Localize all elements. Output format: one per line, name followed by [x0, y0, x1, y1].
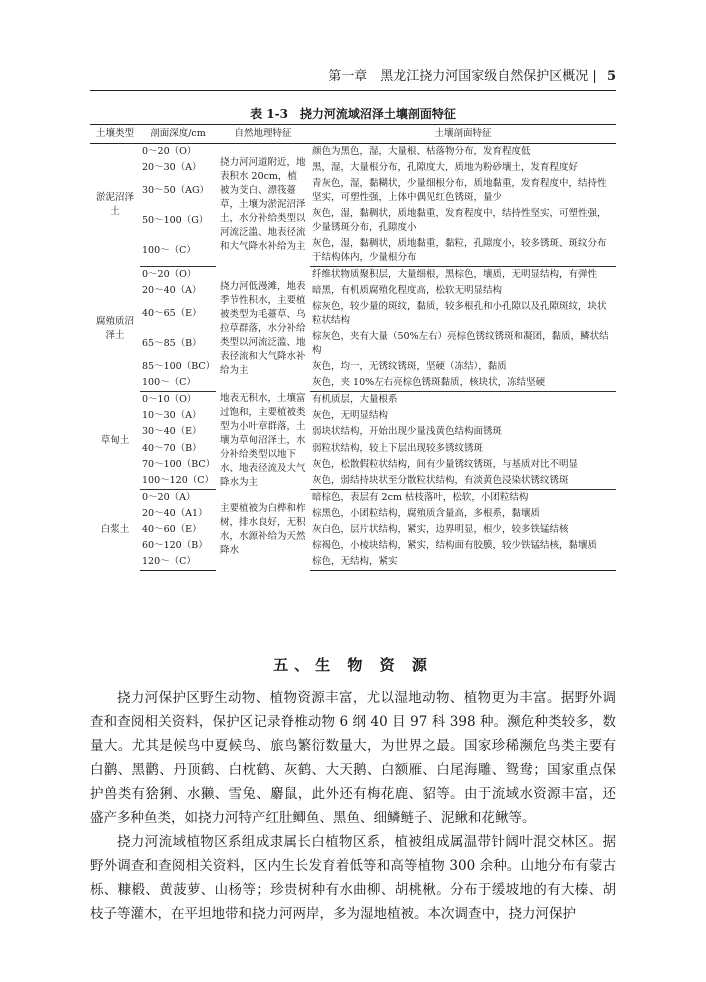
- soil-type-cell: 淤泥沼泽土: [95, 192, 134, 218]
- profile-description-cell: 黑，湿，大量根分布，孔隙度大，质地为粉砂壤土，发育程度好: [312, 162, 579, 173]
- depth-cell: 50～100（G）: [142, 215, 209, 226]
- profile-description-cell: 灰色，均一，无锈纹锈斑，坚硬（冻结），黏质: [312, 361, 507, 372]
- geography-cell: 挠力河低漫滩，地表季节性积水，主要植被类型为毛薹草、乌拉草群落，水分补给类型以河流泛滥、地表径流和大气降水补给为主: [220, 281, 306, 376]
- column-header: 土壤剖面特征: [310, 125, 616, 144]
- depth-cell: 60～120（B）: [142, 540, 208, 551]
- table-row: [90, 408, 616, 424]
- profile-description-cell: 暗黑，有机质腐殖化程度高，松软无明显结构: [312, 285, 503, 296]
- page-number: 5: [606, 69, 616, 84]
- profile-description-cell: 青灰色，湿，黏糊状，少量细根分布，质地黏重，发育程度中，结持性坚实，可塑性强，上体中偶见红色锈斑，量少: [312, 178, 607, 203]
- profile-description-cell: 有机质层，大量根系: [312, 394, 398, 406]
- depth-cell: 20～40（A1）: [142, 508, 208, 519]
- profile-description-cell: 暗棕色，表层有 2cm 枯枝落叶，松软，小团粒结构: [312, 492, 529, 503]
- profile-description-cell: 颜色为黑色，湿，大量根、枯落物分布，发育程度低: [312, 146, 531, 157]
- profile-description-cell: 弱块状结构，开始出现少量浅黄色结构面锈斑: [312, 426, 503, 438]
- profile-description-cell: 灰色，夹 10%左右亮棕色锈斑黏质，核块状，冻结坚硬: [310, 375, 616, 392]
- table-caption: 表 1-3 挠力河流域沼泽土壤剖面特征: [250, 107, 456, 121]
- table-row: [90, 392, 616, 409]
- geography-cell: 主要植被为白桦和柞树，排水良好，无积水，水源补给为天然降水: [220, 503, 306, 556]
- table-row: [90, 299, 616, 329]
- soil-type-cell: 草甸土: [100, 434, 130, 446]
- depth-cell: 40～60（E）: [142, 524, 202, 535]
- depth-cell: 70～100（BC）: [142, 458, 216, 470]
- table-row: [90, 329, 616, 359]
- profile-description-cell: 棕灰色，较少量的斑纹，黏质，较多根孔和小孔隙以及孔隙斑纹，块状粒状结构: [312, 301, 607, 326]
- header-separator: |: [592, 69, 597, 84]
- page-header: [90, 68, 616, 91]
- paragraph: 挠力河保护区野生动物、植物资源丰富，尤以湿地动物、植物更为丰富。据野外调查和查阅相关资料，保护区记录脊椎动物 6 纲 40 目 97 科 398 种。濒危种类较多，数量大。尤其是候鸟中夏候鸟、旅鸟繁衍数量大，为世界之最。国家珍稀濒危鸟类主要有白鹳、黑鹳、丹顶鹤、白枕鹤、灰鹤、大天鹅、白额雁、白尾海雕、鸳鸯；国家重点保护兽类有猞猁、水獭、雪兔、麝鼠，此外还有梅花鹿、貂等。由于流域水资源丰富，还盛产多种鱼类，如挠力河特产红肚鲫鱼、黑鱼、细鳞鲢子、泥鳅和花鳅等。: [90, 690, 616, 826]
- table-row: [90, 160, 616, 176]
- table-row: [90, 522, 616, 538]
- table-body: [90, 144, 616, 571]
- depth-cell: 30～50（AG）: [142, 185, 210, 196]
- depth-cell: 30～40（E）: [142, 426, 202, 438]
- profile-description-cell: 灰色，松散假粒状结构，间有少量锈纹锈斑，与基质对比不明显: [312, 458, 579, 470]
- depth-cell: 20～30（A）: [142, 162, 202, 173]
- depth-cell: 100～（C）: [140, 236, 216, 267]
- table-row: [90, 440, 616, 456]
- chapter-title: 第一章 黑龙江挠力河国家级自然保护区概况: [328, 69, 589, 84]
- table-row: [90, 506, 616, 522]
- profile-description-cell: 灰白色，层片状结构，紧实，边界明显，根少，较多铁锰结核: [312, 524, 569, 535]
- depth-cell: 120～（C）: [140, 554, 216, 571]
- table-row: [90, 457, 616, 473]
- paragraph: 挠力河流域植物区系组成隶属长白植物区系，植被组成属温带针阔叶混交林区。据野外调查和查阅相关资料，区内生长发育着低等和高等植物 300 余种。山地分布有蒙古栎、糠椴、黄菠萝、山杨等；珍贵树种有水曲柳、胡桃楸。分布于缓坡地的有大榛、胡枝子等灌木，在平坦地带和挠力河两岸，多为湿地植被。本次调查中，挠力河保护: [90, 834, 616, 922]
- table-row: [90, 424, 616, 440]
- depth-cell: 100～（C）: [140, 375, 216, 392]
- body-text: [90, 686, 616, 926]
- soil-type-cell: 腐殖质沼泽土: [95, 316, 134, 341]
- depth-cell: 0～20（O）: [142, 146, 197, 157]
- profile-description-cell: 灰色，无明显结构: [312, 410, 389, 422]
- geography-cell: 地表无积水，土壤富过饱和，主要植被类型为小叶章群落，土壤为草甸沼泽土，水分补给类型以地下水、地表径流及大气降水为主: [220, 392, 306, 488]
- depth-cell: 0～20（A）: [142, 492, 196, 503]
- section-title: 五、生 物 资 源: [273, 656, 433, 674]
- profile-description-cell: 灰色，湿，黏稠状，质地黏重，发育程度中，结持性坚实，可塑性强，少量锈斑分布，孔隙度小: [312, 208, 607, 233]
- profile-description-cell: 纤维状物质聚积层，大量细根，黑棕色，壤质，无明显结构，有弹性: [312, 269, 598, 280]
- table-row: [90, 283, 616, 299]
- column-header: 土壤类型: [90, 125, 140, 144]
- depth-cell: 20～40（A）: [142, 285, 202, 296]
- depth-cell: 10～30（A）: [142, 410, 202, 422]
- table-row: [90, 359, 616, 375]
- profile-description-cell: 棕黑色，小团粒结构，腐殖质含量高，多根系，黏壤质: [312, 508, 541, 519]
- table-row: [90, 538, 616, 554]
- column-header: 自然地理特征: [216, 125, 310, 144]
- table-row: [90, 144, 616, 161]
- depth-cell: 0～10（O）: [142, 394, 197, 406]
- profile-description-cell: 灰色，弱结持块状至分散粒状结构，有淡黄色浸染状锈纹锈斑: [310, 473, 616, 490]
- depth-cell: 100～120（C）: [140, 473, 216, 490]
- profile-description-cell: 棕色，无结构，紧实: [310, 554, 616, 571]
- geography-cell: 挠力河河道附近，地表积水 20cm，植被为芠白、漂筏薹草，土壤为淤泥沼泽土，水分补给类型以河流泛滥、地表径流和大气降水补给为主: [220, 157, 306, 253]
- depth-cell: 0～20（O）: [142, 269, 197, 280]
- depth-cell: 85～100（BC）: [142, 361, 216, 372]
- depth-cell: 40～65（E）: [142, 308, 202, 319]
- soil-profile-table: [90, 124, 616, 571]
- profile-description-cell: 棕褐色，小棱块结构，紧实，结构面有胶膜，较少铁锰结核，黏壤质: [312, 540, 598, 551]
- table-row: [90, 176, 616, 206]
- table-header-row: [90, 125, 616, 144]
- column-header: 剖面深度/cm: [140, 125, 216, 144]
- table-row: [90, 267, 616, 284]
- profile-description-cell: 棕灰色，夹有大量（50%左右）亮棕色锈纹锈斑和凝团，黏质，鳞状结构: [312, 331, 609, 356]
- depth-cell: 65～85（B）: [142, 338, 202, 349]
- soil-type-cell: 白浆土: [100, 524, 130, 535]
- table-row: [90, 206, 616, 236]
- profile-description-cell: 灰色，湿，黏稠状，质地黏重，黏粒，孔隙度小，较多锈斑、斑纹分布于结构体内，少量根分布: [310, 236, 616, 267]
- profile-description-cell: 弱粒状结构，较上下层出现较多锈纹锈斑: [312, 442, 484, 454]
- table-row: [90, 375, 616, 392]
- table-row: [90, 554, 616, 571]
- table-row: [90, 236, 616, 267]
- table-row: [90, 490, 616, 507]
- table-row: [90, 473, 616, 490]
- depth-cell: 40～70（B）: [142, 442, 202, 454]
